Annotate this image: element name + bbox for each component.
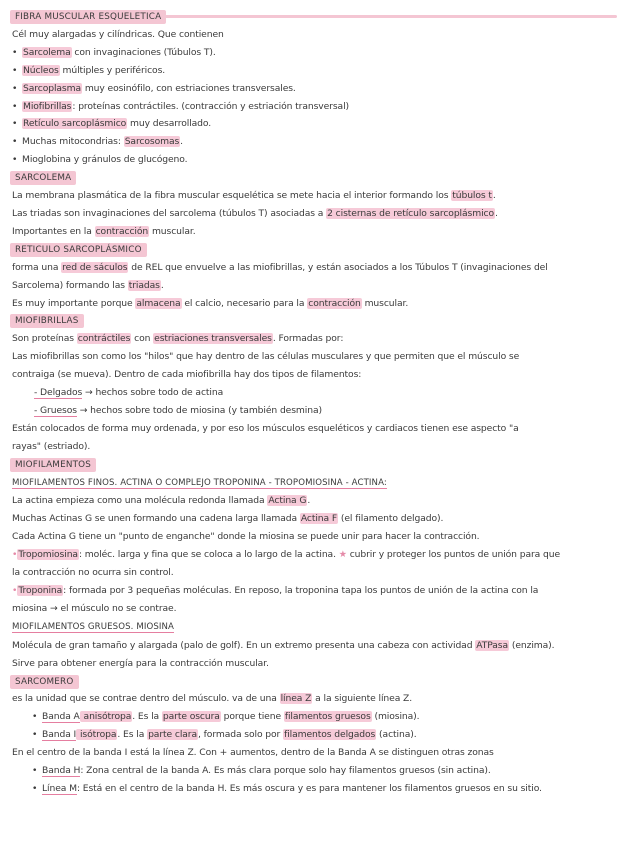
star-icon: ★ xyxy=(338,549,347,561)
section-title: MIOFILAMENTOS xyxy=(10,458,96,472)
paragraph: es la unidad que se contrae dentro del músculo. va de una línea Z a la siguiente línea Z. xyxy=(12,693,413,705)
bullet-list xyxy=(12,44,626,169)
section-header-fibra xyxy=(12,8,626,26)
list-item: • Sarcoplasma muy eosinófilo, con estriaciones transversales. xyxy=(12,82,296,94)
paragraph: contraiga (se mueva). Dentro de cada miofibrilla hay dos tipos de filamentos: xyxy=(12,369,362,381)
paragraph: La actina empieza como una molécula redonda llamada Actina G. xyxy=(12,495,311,507)
list-item: • Mioglobina y gránulos de glucógeno. xyxy=(12,154,188,166)
list-item: • Sarcolema con invaginaciones (Túbulos T). xyxy=(12,46,216,58)
bullet-dot: • xyxy=(12,585,18,596)
list-item: • Muchas mitocondrias: Sarcosomas. xyxy=(12,136,183,148)
paragraph: Molécula de gran tamaño y alargada (palo de golf). En un extremo presenta una cabeza con actividad ATPasa (enzima). xyxy=(12,639,555,651)
bullet-dot: • xyxy=(12,549,18,561)
paragraph: Sirve para obtener energía para la contracción muscular. xyxy=(12,657,269,669)
section-title: SARCOMERO xyxy=(10,675,79,689)
paragraph: Sarcolema) formando las triadas. xyxy=(12,279,164,291)
section-header-sarcomero xyxy=(12,673,626,691)
paragraph: Muchas Actinas G se unen formando una cadena larga llamada Actina F (el filamento delgado). xyxy=(12,513,444,525)
list-item: • Miofibrillas: proteínas contráctiles. (contracción y estriación transversal) xyxy=(12,100,350,112)
paragraph: •Tropomiosina: moléc. larga y fina que se coloca a lo largo de la actina. ★ cubrir y proteger los puntos de unión para que xyxy=(12,549,561,561)
paragraph: La membrana plasmática de la fibra muscular esquelética se mete hacia el interior formando los túbulos t. xyxy=(12,190,496,202)
list-item: • Banda I isótropa. Es la parte clara, formada solo por filamentos delgados (actina). xyxy=(32,729,417,741)
paragraph: Es muy importante porque almacena el calcio, necesario para la contracción muscular. xyxy=(12,297,409,309)
list-item: • Retículo sarcoplásmico muy desarrollado. xyxy=(12,118,212,130)
list-item: • Banda A anisótropa. Es la parte oscura porque tiene filamentos gruesos (miosina). xyxy=(32,711,420,723)
paragraph: Cél muy alargadas y cilíndricas. Que contienen xyxy=(12,28,224,40)
paragraph: Cada Actina G tiene un "punto de enganche" donde la miosina se puede unir para hacer la contracción. xyxy=(12,531,480,543)
paragraph: Están colocados de forma muy ordenada, y por eso los músculos esqueléticos y cardiacos tienen ese aspecto "a xyxy=(12,422,519,434)
section-header-miofilamentos xyxy=(12,456,626,474)
subheading: MIOFILAMENTOS GRUESOS. MIOSINA xyxy=(12,621,175,632)
paragraph: Son proteínas contráctiles con estriaciones transversales. Formadas por: xyxy=(12,333,344,345)
section-title: FIBRA MUSCULAR ESQUELETICA xyxy=(10,10,166,24)
section-title: RETICULO SARCOPLÁSMICO xyxy=(10,243,147,257)
paragraph: la contracción no ocurra sin control. xyxy=(12,567,174,579)
section-header-miofibrillas xyxy=(12,312,626,330)
list-item: • Línea M: Está en el centro de la banda H. Es más oscura y es para mantener los filamentos gruesos en su sitio. xyxy=(32,782,542,794)
subheading: MIOFILAMENTOS FINOS. ACTINA O COMPLEJO TROPONINA - TROPOMIOSINA - ACTINA: xyxy=(12,477,387,488)
section-title: MIOFIBRILLAS xyxy=(10,314,84,328)
paragraph: •Troponina: formada por 3 pequeñas moléculas. En reposo, la troponina tapa los puntos de unión de la actina con la xyxy=(12,585,539,596)
paragraph: miosina → el músculo no se contrae. xyxy=(12,602,177,614)
section-header-sarcolema xyxy=(12,169,626,187)
paragraph: forma una red de sáculos de REL que envuelve a las miofibrillas, y están asociados a los Túbulos T (invaginaciones del xyxy=(12,261,548,273)
section-header-reticulo xyxy=(12,241,626,259)
paragraph: Las triadas son invaginaciones del sarcolema (túbulos T) asociadas a 2 cisternas de retículo sarcoplásmico. xyxy=(12,207,498,219)
list-item: - Gruesos → hechos sobre todo de miosina (y también desmina) xyxy=(34,404,322,416)
paragraph: Las miofibrillas son como los "hilos" que hay dentro de las células musculares y que permiten que el músculo se xyxy=(12,351,520,363)
list-item: • Núcleos múltiples y periféricos. xyxy=(12,64,166,76)
paragraph: rayas" (estriado). xyxy=(12,440,91,452)
paragraph: Importantes en la contracción muscular. xyxy=(12,225,196,237)
list-item: - Delgados → hechos sobre todo de actina xyxy=(34,387,224,399)
section-title: SARCOLEMA xyxy=(10,171,76,185)
list-item: • Banda H: Zona central de la banda A. Es más clara porque solo hay filamentos gruesos (sin actina). xyxy=(32,765,491,777)
header-underline xyxy=(165,15,617,18)
paragraph: En el centro de la banda I está la línea Z. Con + aumentos, dentro de la Banda A se distinguen otras zonas xyxy=(12,747,494,759)
